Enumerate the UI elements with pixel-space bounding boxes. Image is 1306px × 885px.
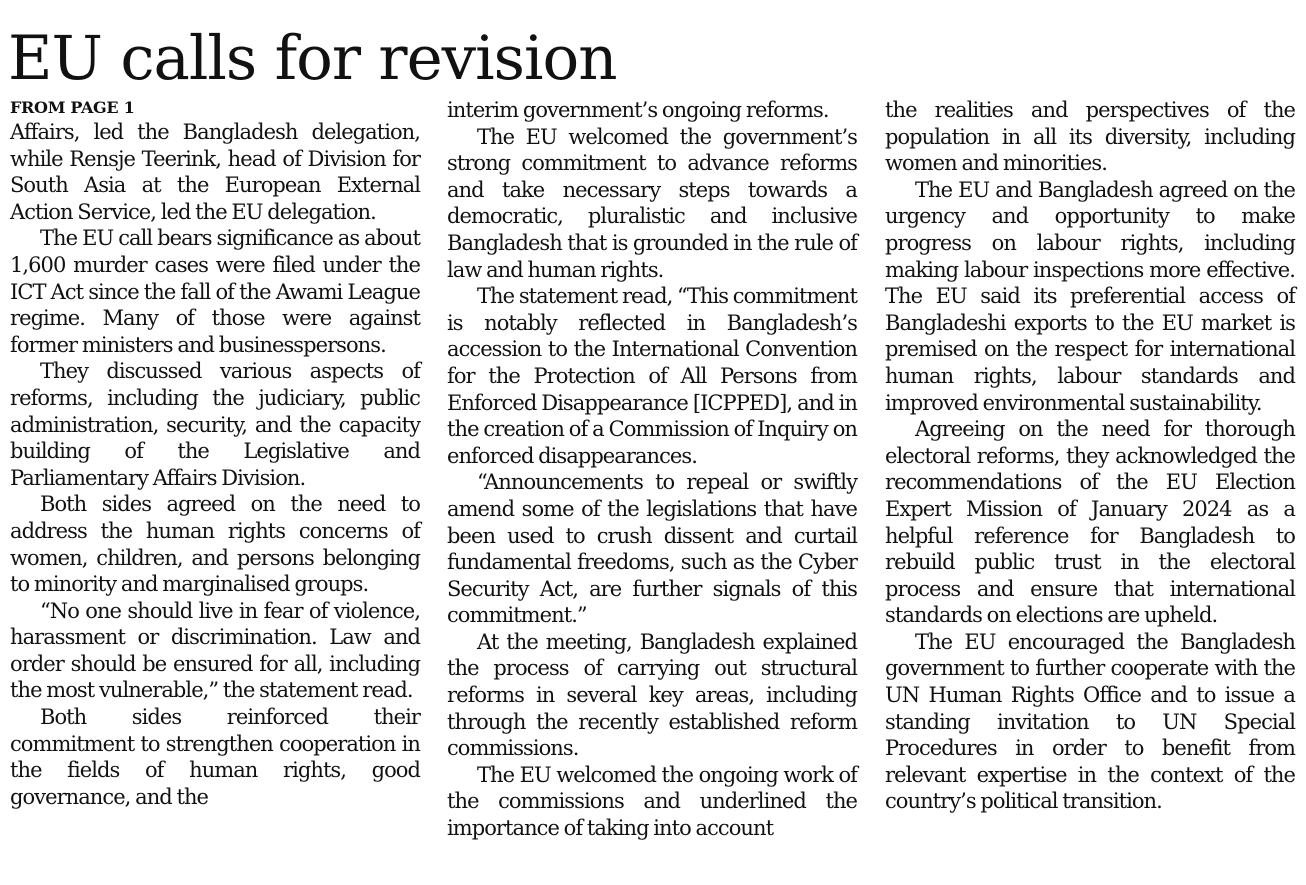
article-paragraph: The EU call bears significance as about 1,600 murder cases were filed under the ICT Act since the fall of the Awami League regime. Many of those were against former ministers and businesspersons. — [10, 226, 420, 357]
article-paragraph: “Announcements to repeal or swiftly amend some of the legislations that have been used to crush dissent and curtail fundamental freedoms, such as the Cyber Security Act, are further signals of this commitment.” — [447, 470, 857, 628]
article-paragraph: Agreeing on the need for thorough electoral reforms, they acknowledged the recommendations of the EU Election Expert Mission of January 2024 as a helpful reference for Bangladesh to rebuild public trust in the electoral process and ensure that international standards on elections are upheld. — [885, 417, 1295, 628]
article-column-1 — [10, 97, 420, 810]
article-paragraph: The EU welcomed the ongoing work of the commissions and underlined the importance of taking into account — [447, 762, 857, 841]
article-paragraph: At the meeting, Bangladesh explained the process of carrying out structural reforms in several key areas, including through the recently established reform commissions. — [447, 629, 857, 761]
article-paragraph: Both sides reinforced their commitment to strengthen cooperation in the fields of human rights, good governance, and the — [10, 705, 420, 809]
article-paragraph: The EU encouraged the Bangladesh government to further cooperate with the UN Human Rights Office and to issue a standing invitation to UN Special Procedures in order to benefit from relevant expertise in the context of the country’s political transition. — [885, 629, 1295, 814]
article-column-3 — [885, 97, 1295, 815]
article-paragraph: the realities and perspectives of the population in all its diversity, including women and minorities. — [885, 98, 1295, 176]
article-paragraph: Affairs, led the Bangladesh delegation, while Rensje Teerink, head of Division for South Asia at the European External Action Service, led the EU delegation. — [10, 120, 420, 224]
article-paragraph: Both sides agreed on the need to address the human rights concerns of women, children, and persons belonging to minority and marginalised groups. — [10, 492, 420, 597]
article-paragraph: The EU welcomed the government’s strong commitment to advance reforms and take necessary steps towards a democratic, pluralistic and inclusive Bangladesh that is grounded in the rule of law and human rights. — [447, 124, 857, 282]
continuation-kicker: FROM PAGE 1 — [10, 98, 135, 117]
article-paragraph: They discussed various aspects of reforms, including the judiciary, public administration, security, and the capacity building of the Legislative and Parliamentary Affairs Division. — [10, 359, 420, 490]
article-headline: EU calls for revision — [8, 23, 617, 94]
article-column-2 — [447, 97, 857, 842]
article-paragraph: interim government’s ongoing reforms. — [447, 98, 829, 122]
article-paragraph: The statement read, “This commitment is notably reflected in Bangladesh’s accession to the International Convention for the Protection of All Persons from Enforced Disappearance [ICPPED], and in the creation of a Commission of Inquiry on enforced disappearances. — [447, 284, 857, 468]
article-paragraph: “No one should live in fear of violence, harassment or discrimination. Law and order should be ensured for all, including the most vulnerable,” the statement read. — [10, 598, 420, 703]
article-paragraph: The EU and Bangladesh agreed on the urgency and opportunity to make progress on labour rights, including making labour inspections more effective. The EU said its preferential access of Bangladeshi exports to the EU market is premised on the respect for international human rights, labour standards and improved environmental sustainability. — [885, 177, 1295, 415]
